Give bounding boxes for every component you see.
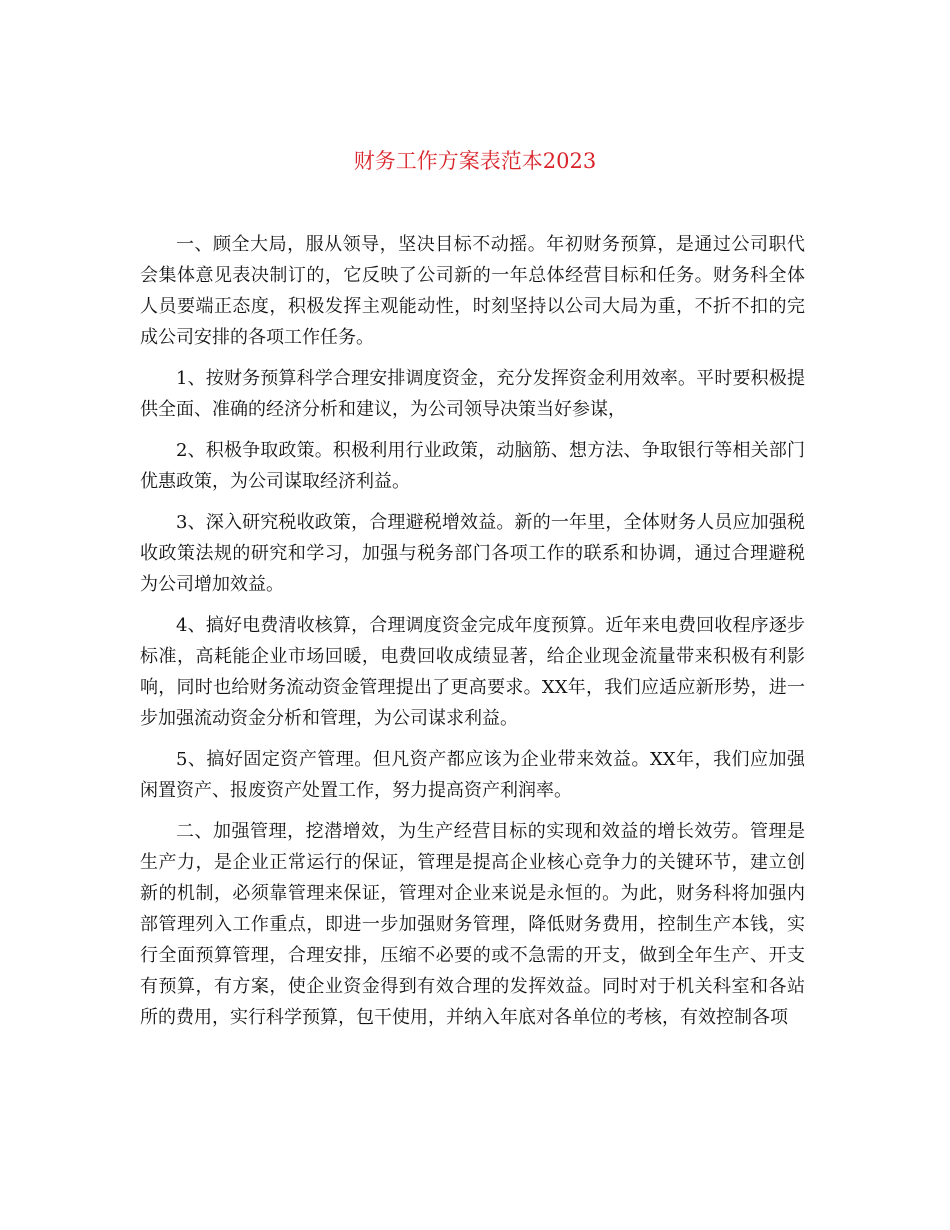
document-body xyxy=(140,229,805,1043)
document-title: 财务工作方案表范本2023 xyxy=(353,149,597,173)
paragraph: 2、积极争取政策。积极利用行业政策，动脑筋、想方法、争取银行等相关部门优惠政策，为公司谋取经济利益。 xyxy=(140,440,805,492)
paragraph: 1、按财务预算科学合理安排调度资金，充分发挥资金利用效率。平时要积极提供全面、准确的经济分析和建议，为公司领导决策当好参谋， xyxy=(140,368,805,420)
paragraph: 5、搞好固定资产管理。但凡资产都应该为企业带来效益。XX年，我们应加强闲置资产、报废资产处置工作，努力提高资产利润率。 xyxy=(140,749,805,801)
paragraph: 一、顾全大局，服从领导，坚决目标不动摇。年初财务预算，是通过公司职代会集体意见表决制订的，它反映了公司新的一年总体经营目标和任务。财务科全体人员要端正态度，积极发挥主观能动性，时刻坚持以公司大局为重，不折不扣的完成公司安排的各项工作任务。 xyxy=(140,234,805,348)
paragraph: 3、深入研究税收政策，合理避税增效益。新的一年里，全体财务人员应加强税收政策法规的研究和学习，加强与税务部门各项工作的联系和协调，通过合理避税为公司增加效益。 xyxy=(140,512,805,595)
paragraph: 4、搞好电费清收核算，合理调度资金完成年度预算。近年来电费回收程序逐步标准，高耗能企业市场回暖，电费回收成绩显著，给企业现金流量带来积极有利影响，同时也给财务流动资金管理提出了更高要求。XX年，我们应适应新形势，进一步加强流动资金分析和管理，为公司谋求利益。 xyxy=(140,615,805,729)
paragraph: 二、加强管理，挖潜增效，为生产经营目标的实现和效益的增长效劳。管理是生产力，是企业正常运行的保证，管理是提高企业核心竞争力的关键环节，建立创新的机制，必须靠管理来保证，管理对企业来说是永恒的。为此，财务科将加强内部管理列入工作重点，即进一步加强财务管理，降低财务费用，控制生产本钱，实行全面预算管理，合理安排，压缩不必要的或不急需的开支，做到全年生产、开支有预算，有方案，使企业资金得到有效合理的发挥效益。同时对于机关科室和各站所的费用，实行科学预算，包干使用，并纳入年底对各单位的考核，有效控制各项 xyxy=(140,821,805,1028)
